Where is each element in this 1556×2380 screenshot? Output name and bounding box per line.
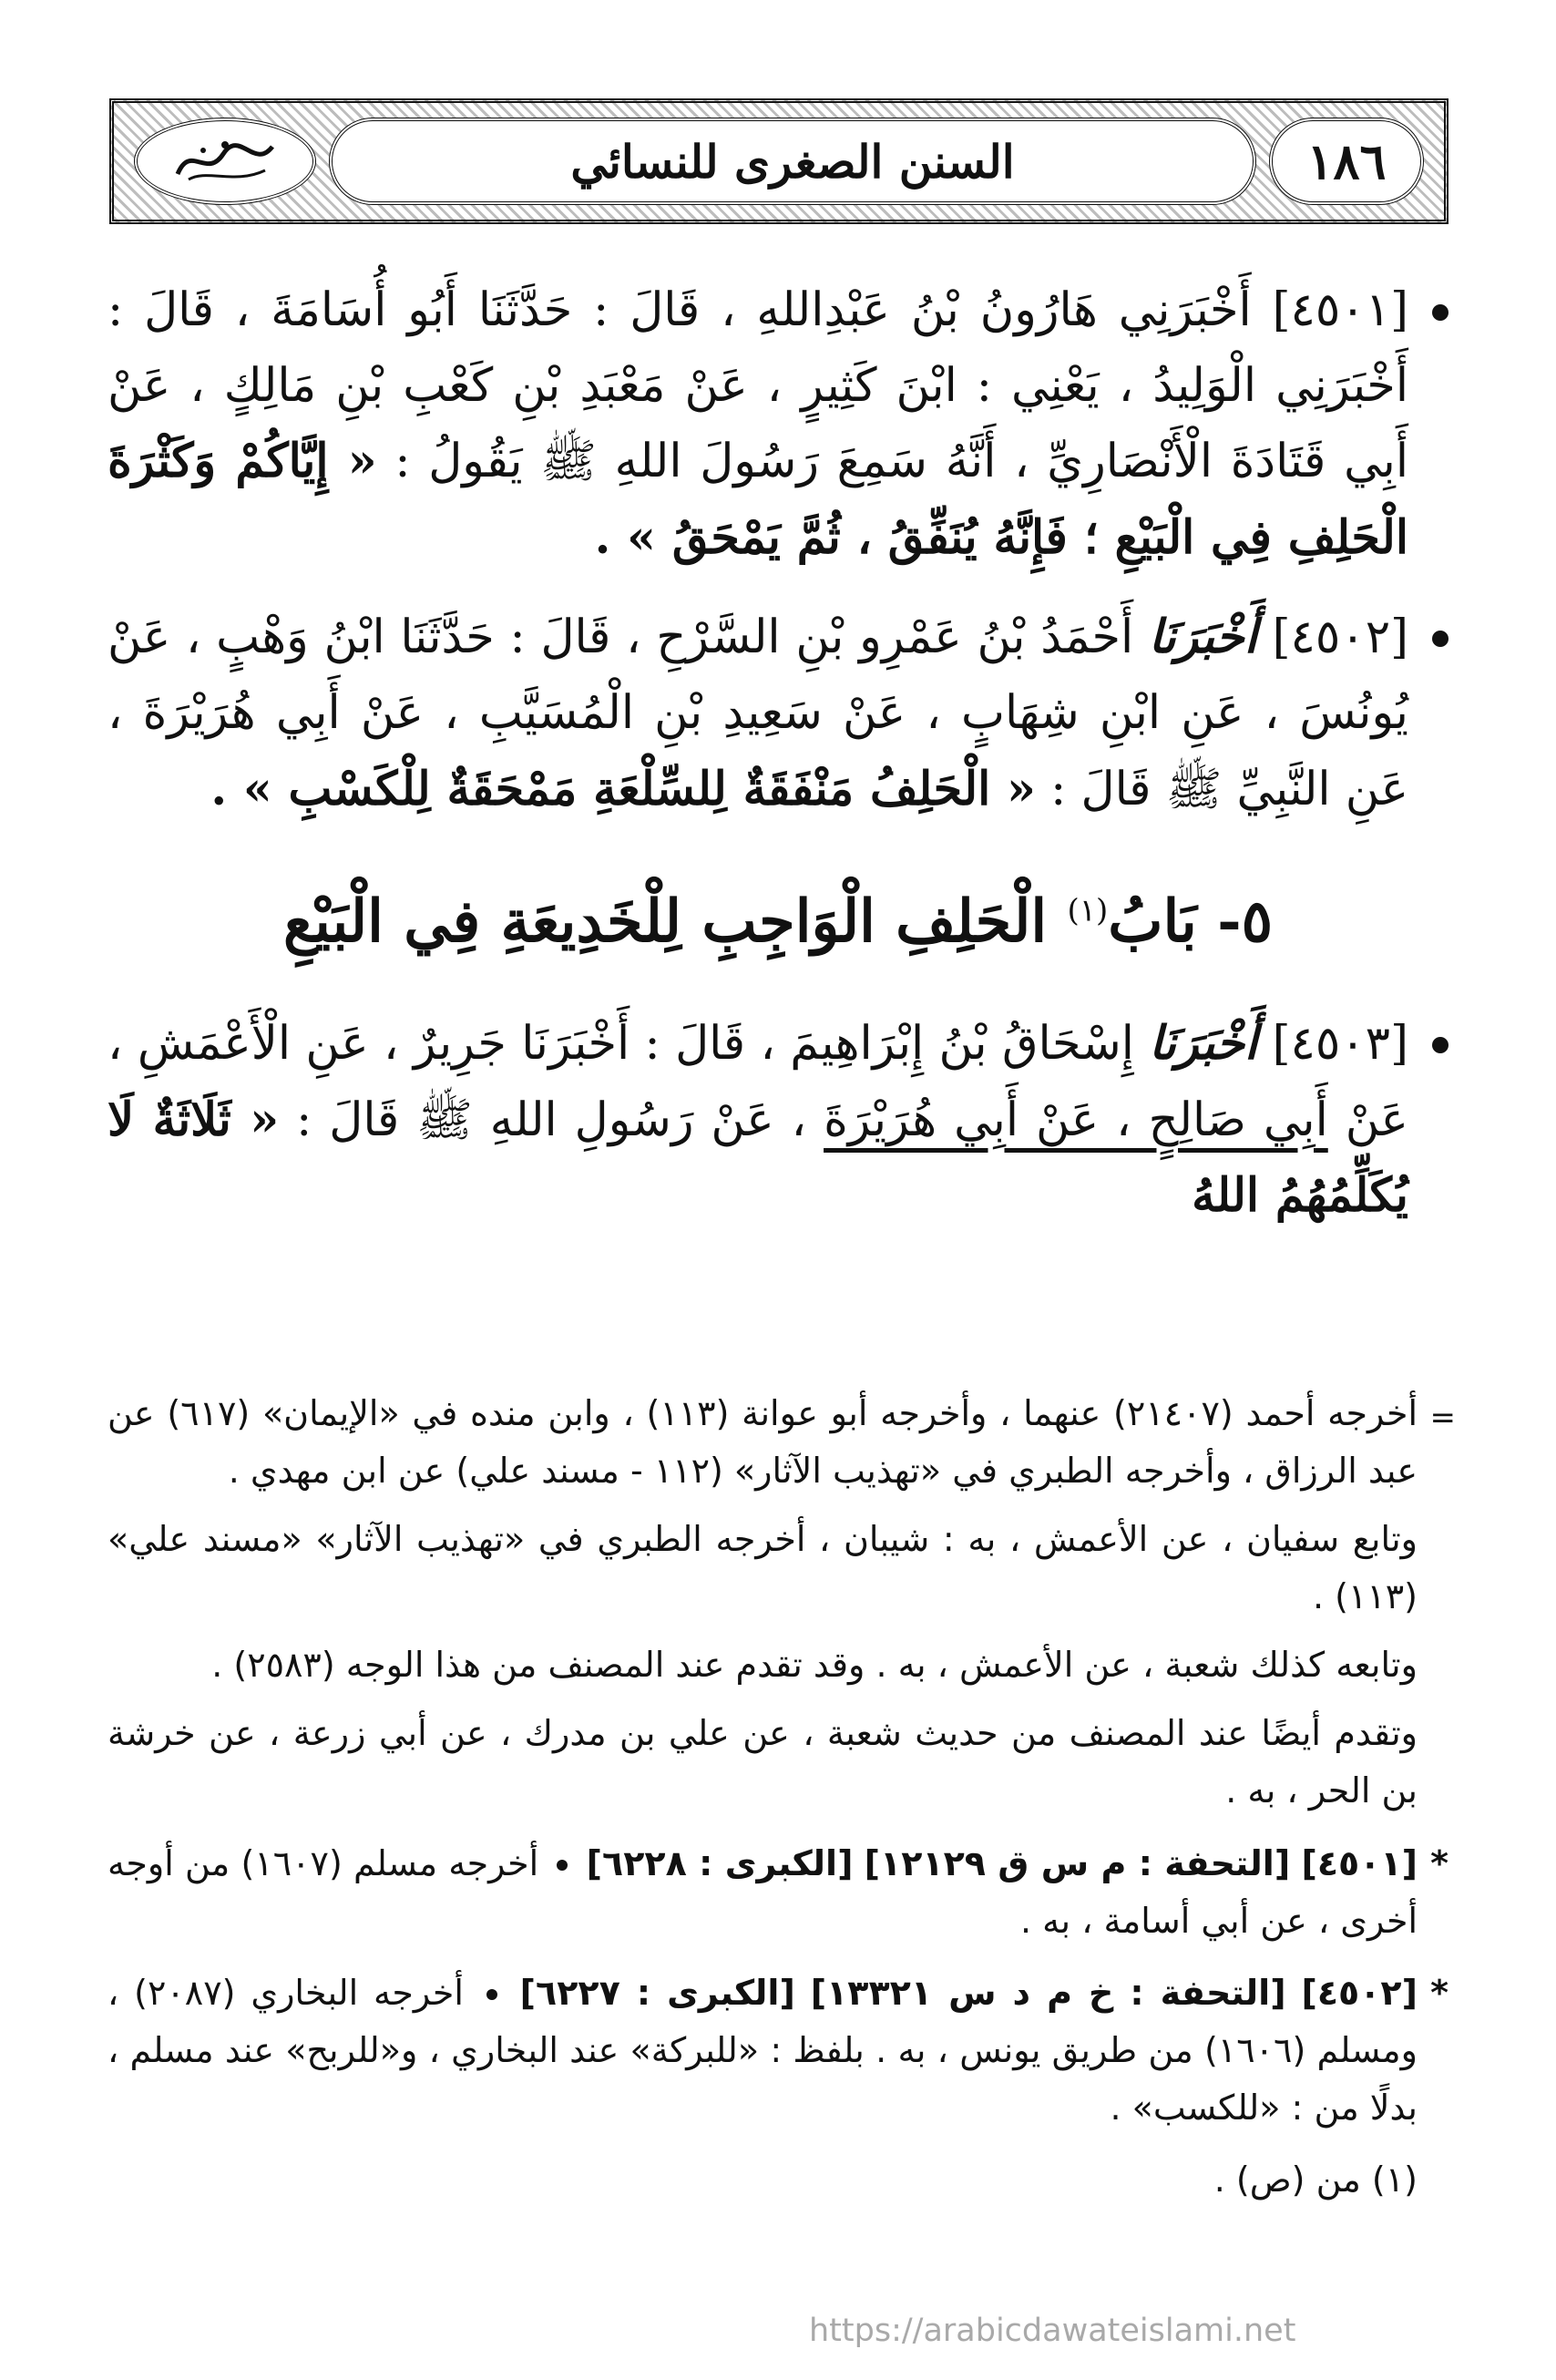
chapter-heading bbox=[107, 875, 1449, 969]
hadith-isnad: أَخْبَرَنِي هَارُونُ بْنُ عَبْدِاللهِ ، قَالَ : حَدَّثَنَا أَبُو أُسَامَةَ ، قَالَ : أَخْبَرَنِي الْوَلِيدُ ، يَعْنِي : ابْنَ كَثِيرٍ ، عَنْ مَعْبَدِ بْنِ كَعْبِ بْنِ مَالِكٍ ، عَنْ أَبِي قَتَادَةَ الْأَنْصَارِيِّ ، أَنَّهُ سَمِعَ رَسُولَ اللهِ ﷺ يَقُولُ : bbox=[107, 283, 1408, 489]
page-header bbox=[109, 98, 1449, 224]
asterisk-icon: * bbox=[1430, 1972, 1449, 2013]
hadith-number: [٤٥٠١] bbox=[1272, 283, 1408, 337]
takhrij-text: أخرجه البخاري (٢٠٨٧) ، ومسلم (١٦٠٦) من طريق يونس ، به . بلفظ : «للبركة» عند البخاري ، و«للربح» عند مسلم ، بدلًا من : «للكسب» . bbox=[107, 1972, 1418, 2128]
hadith-isnad: إِسْحَاقُ بْنُ إِبْرَاهِيمَ ، قَالَ : أَخْبَرَنَا جَرِيرٌ ، عَنِ الْأَعْمَشِ ، عَنْ bbox=[107, 1016, 1408, 1147]
continuation-mark: = bbox=[1429, 1400, 1456, 1436]
chapter-footnote-mark: (١) bbox=[1067, 892, 1109, 929]
hadith-number: [٤٥٠٢] bbox=[1272, 610, 1408, 665]
hadith-isnad-end: ، عَنْ رَسُولِ اللهِ ﷺ قَالَ : bbox=[296, 1093, 807, 1147]
bullet-icon bbox=[1432, 304, 1449, 321]
chapter-footnote bbox=[107, 2151, 1449, 2209]
hadith-number: [٤٥٠٣] bbox=[1272, 1016, 1408, 1071]
watermark-url: https://arabicdawateislami.net bbox=[809, 2313, 1296, 2349]
hadith-4501 bbox=[107, 273, 1449, 576]
chapter-number: ٥- bbox=[1217, 887, 1274, 957]
chapter-title: الْحَلِفِ الْوَاجِبِ لِلْخَدِيعَةِ فِي الْبَيْعِ bbox=[282, 887, 1048, 957]
hadith-isnad-underlined: أَبِي صَالِحٍ ، عَنْ أَبِي هُرَيْرَةَ bbox=[824, 1093, 1328, 1147]
title-cartouche bbox=[329, 118, 1256, 205]
hadith-isnad: أَحْمَدُ بْنُ عَمْرِو بْنِ السَّرْحِ ، قَالَ : حَدَّثَنَا ابْنُ وَهْبٍ ، عَنْ يُونُسَ ، عَنِ ابْنِ شِهَابٍ ، عَنْ سَعِيدِ بْنِ الْمُسَيَّبِ ، عَنْ أَبِي هُرَيْرَةَ ، عَنِ النَّبِيِّ ﷺ قَالَ : bbox=[107, 610, 1408, 816]
bullet-icon bbox=[1432, 631, 1449, 647]
asterisk-icon: * bbox=[1430, 1842, 1449, 1883]
hadith-matn: « الْحَلِفُ مَنْفَقَةٌ لِلسِّلْعَةِ مَمْحَقَةٌ لِلْكَسْبِ » . bbox=[210, 761, 1036, 816]
bullet-icon bbox=[1432, 1037, 1449, 1053]
page-number: ١٨٦ bbox=[1306, 132, 1387, 190]
chapter-footnote-text: (١) من (ص) . bbox=[1213, 2159, 1418, 2200]
footnote-paragraph: وتقدم أيضًا عند المصنف من حديث شعبة ، عن علي بن مدرك ، عن أبي زرعة ، عن خرشة بن الحر ، به . bbox=[107, 1713, 1418, 1811]
tuhfa-ref: [التحفة : م س ق ١٢١٢٩] bbox=[864, 1842, 1291, 1883]
footnote-paragraph: أخرجه أحمد (٢١٤٠٧) عنهما ، وأخرجه أبو عوانة (١١٣) ، وابن منده في «الإيمان» (٦١٧) عن عبد الرزاق ، وأخرجه الطبري في «تهذيب الآثار» (١١٢ - مسند علي) عن ابن مهدي . bbox=[107, 1393, 1418, 1492]
hadith-4503 bbox=[107, 1006, 1449, 1235]
book-title: السنن الصغرى للنسائي bbox=[570, 134, 1015, 189]
takhrij-ref: [٤٥٠٢] bbox=[1301, 1972, 1418, 2013]
bullet-icon bbox=[486, 1989, 497, 2000]
takhrij-4501 bbox=[107, 1835, 1449, 1950]
footnote-paragraph: وتابعه كذلك شعبة ، عن الأعمش ، به . وقد تقدم عند المصنف من هذا الوجه (٢٥٨٣) . bbox=[211, 1645, 1418, 1686]
hadith-4502 bbox=[107, 600, 1449, 827]
chapter-word: بَابُ bbox=[1108, 887, 1197, 957]
page-number-box bbox=[1269, 118, 1424, 205]
takhrij-text: أخرجه مسلم (١٦٠٧) من أوجه أخرى ، عن أبي أسامة ، به . bbox=[107, 1842, 1418, 1941]
book-emblem bbox=[134, 118, 316, 205]
footnote-paragraph: وتابع سفيان ، عن الأعمش ، به : شيبان ، أخرجه الطبري في «تهذيب الآثار» «مسند علي» (١١٣) . bbox=[107, 1519, 1418, 1617]
tuhfa-ref: [التحفة : خ م د س ١٣٣٢١] bbox=[810, 1972, 1286, 2013]
kubra-ref: [الكبرى : ٦٢٢٧] bbox=[519, 1972, 795, 2013]
akhbarana-word: أَخْبَرَنَا bbox=[1149, 1015, 1258, 1071]
hadith-matn: « إِيَّاكُمْ وَكَثْرَةَ الْحَلِفِ فِي الْبَيْعِ ؛ فَإِنَّهُ يُنَفِّقُ ، ثُمَّ يَمْحَقُ » . bbox=[107, 434, 1408, 565]
main-text bbox=[107, 273, 1449, 1258]
bullet-icon bbox=[557, 1860, 568, 1871]
takhrij-4502 bbox=[107, 1965, 1449, 2137]
kubra-ref: [الكبرى : ٦٢٢٨] bbox=[586, 1842, 854, 1883]
continued-footnote bbox=[107, 1385, 1456, 1821]
akhbarana-word: أَخْبَرَنَا bbox=[1148, 610, 1257, 665]
hadith-matn: « ثَلَاثَةٌ لَا يُكَلِّمُهُمُ اللهُ bbox=[107, 1092, 1408, 1224]
takhrij-ref: [٤٥٠١] bbox=[1301, 1842, 1418, 1883]
calligraphy-emblem-icon bbox=[170, 134, 280, 189]
footnotes bbox=[107, 1385, 1456, 2223]
